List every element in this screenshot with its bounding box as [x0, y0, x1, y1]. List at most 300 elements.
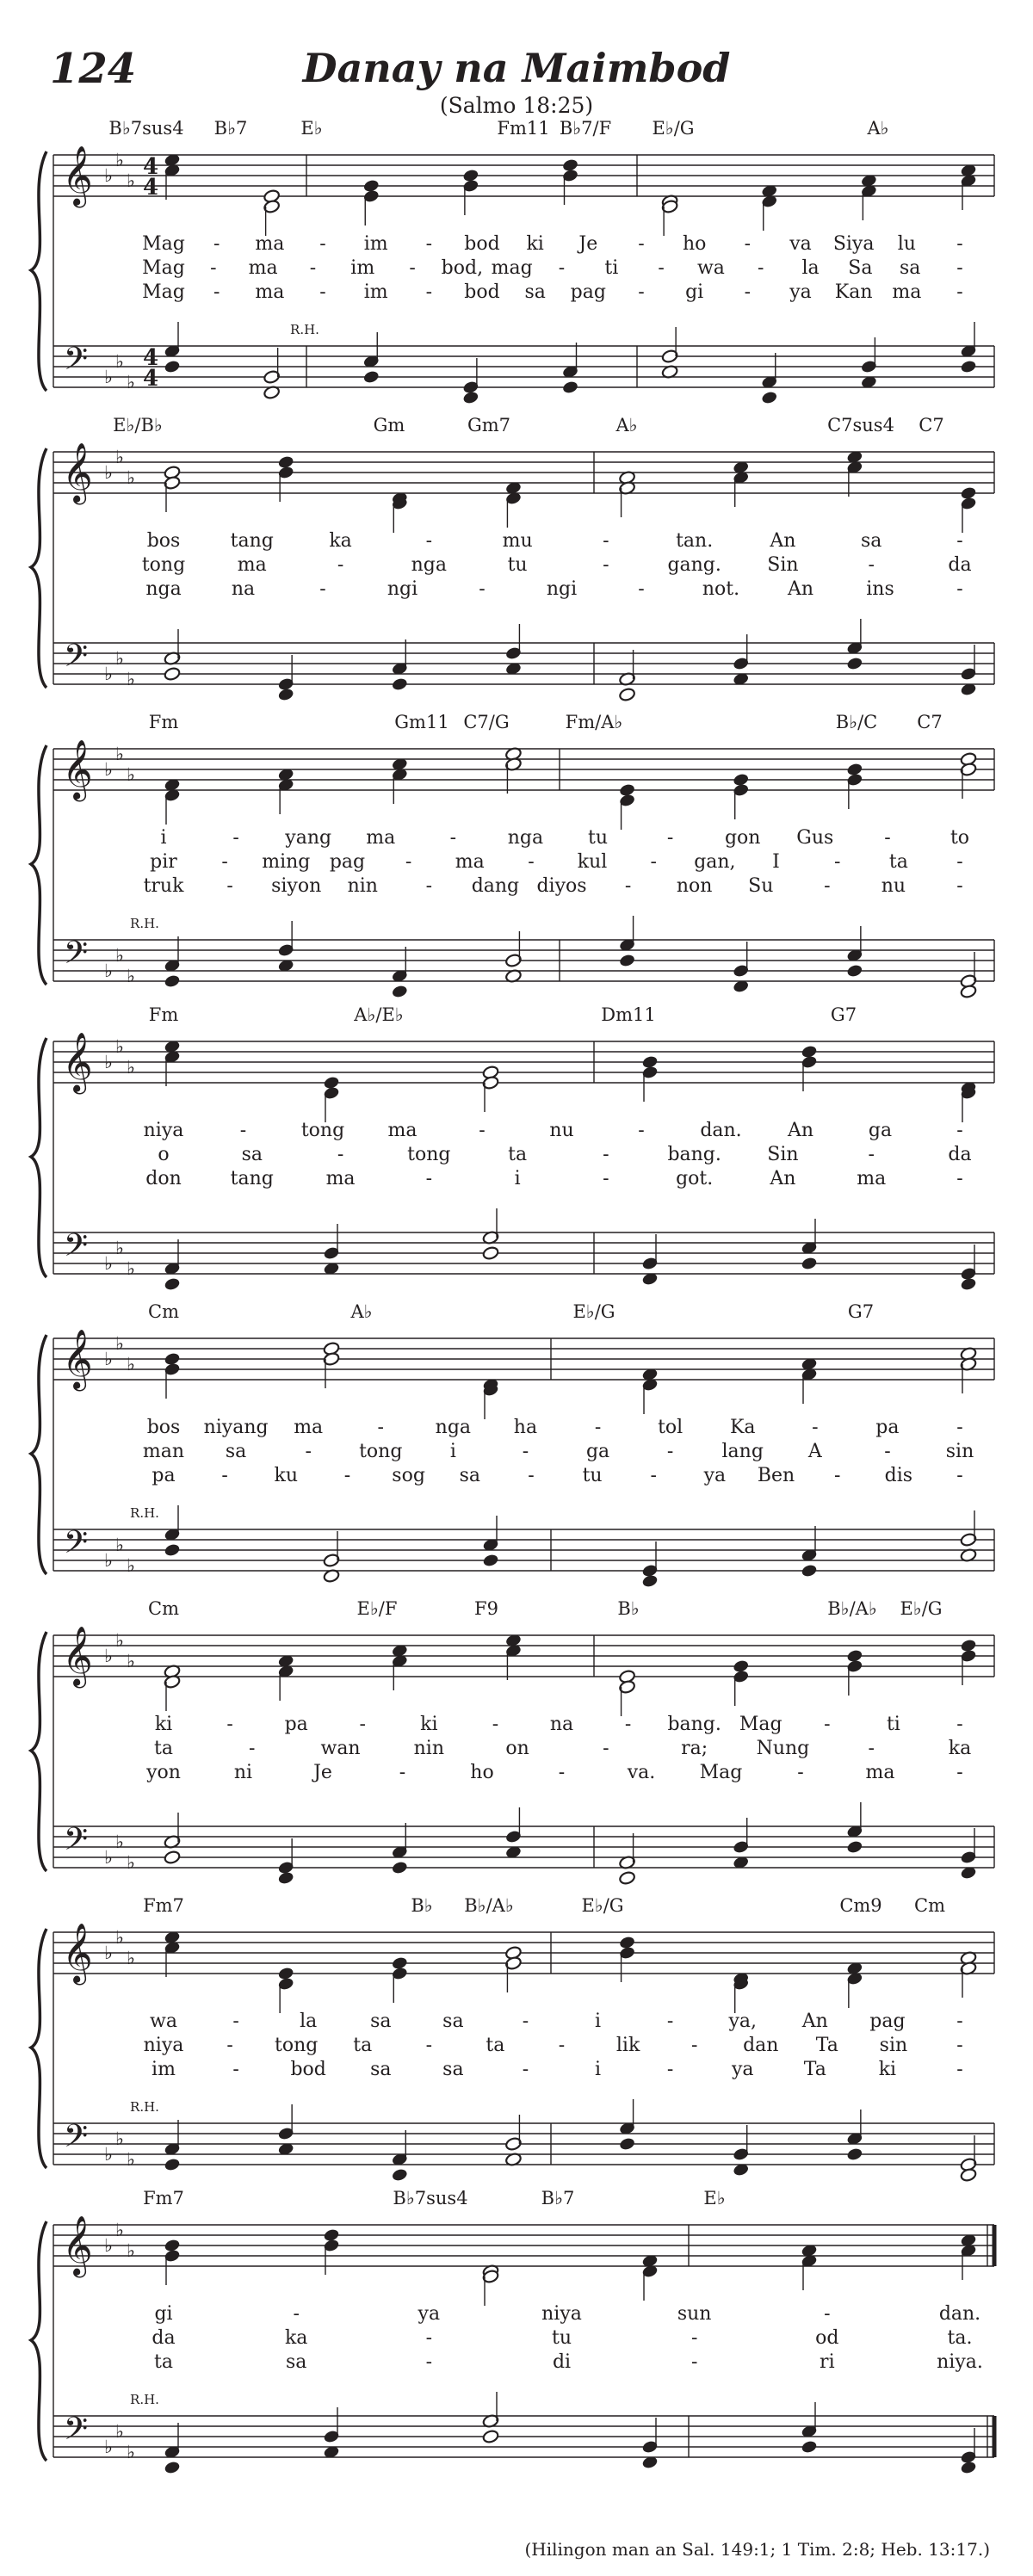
lyric-syllable: An: [787, 578, 814, 600]
key-signature-flat: ♭: [104, 2235, 113, 2256]
chord-symbol: B♭/C: [835, 712, 878, 732]
system-brace: [31, 151, 46, 391]
lyric-syllable: -: [833, 1465, 841, 1486]
lyric-syllable: tang: [230, 530, 274, 552]
lyric-syllable: -: [528, 851, 535, 873]
key-signature-flat: ♭: [115, 150, 124, 170]
note-head: [619, 2136, 636, 2151]
lyric-syllable: -: [638, 578, 645, 600]
lyric-syllable: -: [812, 1417, 819, 1438]
lyric-syllable: na: [231, 578, 256, 600]
lyric-syllable: ma: [865, 1762, 895, 1783]
chord-symbol: Cm: [148, 1301, 179, 1322]
lyric-syllable: sa: [285, 2351, 307, 2373]
chord-symbol: B♭7: [213, 118, 248, 139]
lyric-syllable: -: [399, 1762, 406, 1783]
treble-clef-icon: 𝄞: [62, 1032, 93, 1092]
lyric-syllable: pa: [152, 1465, 176, 1486]
key-signature-flat: ♭: [115, 447, 124, 467]
bass-clef-icon: 𝄢: [63, 2118, 89, 2162]
lyric-syllable: pir: [150, 851, 177, 873]
chord-symbol: A♭: [867, 118, 889, 139]
chord-symbol: E♭/F: [356, 1598, 398, 1619]
key-signature-flat: ♭: [115, 2220, 124, 2240]
key-signature-flat: ♭: [104, 1550, 113, 1571]
bass-clef-icon: 𝄢: [63, 935, 89, 979]
lyric-syllable: tu: [551, 2327, 572, 2349]
lyric-syllable: pa: [875, 1417, 900, 1438]
lyric-syllable: not.: [702, 578, 740, 600]
lyric-syllable: ma: [248, 257, 278, 279]
system-4: [31, 1004, 994, 1292]
lyric-syllable: ya: [789, 281, 812, 303]
lyric-syllable: -: [319, 578, 326, 600]
key-signature-flat: ♭: [115, 1535, 124, 1555]
lyric-syllable: ki: [878, 2059, 897, 2080]
note-head: [960, 359, 977, 374]
lyric-syllable: i: [595, 2059, 602, 2080]
lyric-syllable: ma: [294, 1417, 324, 1438]
lyric-syllable: ho: [470, 1762, 494, 1783]
lyric-syllable: od: [815, 2327, 839, 2349]
chord-symbol: Fm: [148, 712, 179, 732]
lyric-syllable: -: [956, 1120, 963, 1141]
lyric-syllable: -: [226, 2035, 233, 2056]
note-head: [164, 1542, 181, 1557]
lyric-syllable: -: [868, 1738, 875, 1759]
lyric-syllable: tong: [274, 2035, 319, 2056]
lyric-syllable: ta: [508, 1144, 528, 1165]
chord-symbol: E♭/G: [652, 118, 695, 139]
lyric-syllable: im: [350, 257, 375, 279]
lyric-syllable: Je: [313, 1762, 332, 1783]
lyric-syllable: -: [956, 2059, 963, 2080]
lyric-syllable: Sin: [767, 1144, 799, 1165]
key-signature-flat: ♭: [115, 1333, 124, 1354]
note-head: [164, 973, 181, 988]
lyric-syllable: -: [690, 2035, 698, 2056]
lyric-syllable: di: [552, 2351, 572, 2373]
lyric-syllable: ins: [866, 578, 894, 600]
note-head: [801, 1563, 818, 1578]
lyric-syllable: ka: [329, 530, 352, 552]
lyric-syllable: tong: [141, 554, 186, 576]
lyric-syllable: -: [603, 1168, 609, 1189]
lyric-syllable: Ben: [757, 1465, 795, 1486]
lyric-syllable: -: [249, 1738, 256, 1759]
lyric-syllable: Ta: [803, 2059, 826, 2080]
lyric-syllable: dan.: [938, 2303, 981, 2325]
note-head: [391, 984, 408, 998]
lyric-syllable: Je: [578, 233, 598, 255]
lyric-syllable: -: [479, 578, 486, 600]
lyric-syllable: -: [956, 2011, 963, 2032]
lyric-syllable: Siya: [832, 233, 875, 255]
lyric-syllable: -: [956, 1168, 963, 1189]
chord-symbol: B♭/A♭: [464, 1895, 514, 1916]
lyric-syllable: -: [221, 851, 228, 873]
lyric-syllable: to: [949, 827, 970, 849]
lyric-syllable: sa: [442, 2059, 464, 2080]
lyric-syllable: sa: [459, 1465, 480, 1486]
lyric-syllable: ta: [154, 1738, 173, 1759]
lyric-syllable: ki: [526, 233, 544, 255]
lyric-syllable: sa: [524, 281, 546, 303]
chord-symbol: C7sus4: [827, 415, 894, 436]
lyric-syllable: sun: [677, 2303, 712, 2325]
lyric-syllable: ki: [154, 1714, 173, 1735]
key-signature-flat: ♭: [104, 1253, 113, 1274]
key-signature-flat: ♭: [115, 648, 124, 669]
chord-symbol: Cm9: [839, 1895, 882, 1916]
lyric-syllable: gi: [685, 281, 704, 303]
lyric-syllable: -: [956, 2035, 963, 2056]
system-2: [31, 415, 994, 702]
treble-clef-icon: 𝄞: [62, 442, 93, 503]
lyric-syllable: na: [549, 1714, 574, 1735]
lyric-syllable: -: [359, 1714, 366, 1735]
lyric-syllable: i: [595, 2011, 602, 2032]
note-head: [391, 1860, 408, 1875]
lyric-syllable: -: [797, 1762, 804, 1783]
note-head: [801, 2439, 818, 2454]
chord-symbol: Fm7: [143, 2188, 184, 2208]
lyric-syllable: bod: [464, 281, 500, 303]
lyric-syllable: -: [824, 1714, 831, 1735]
lyric-syllable: ti: [604, 257, 619, 279]
system-8: [31, 2188, 994, 2475]
chord-symbol: Cm: [914, 1895, 945, 1916]
lyric-syllable: dang: [471, 875, 520, 897]
lyric-syllable: -: [492, 1714, 499, 1735]
lyric-syllable: ma: [255, 281, 285, 303]
key-signature-flat: ♭: [127, 467, 135, 488]
key-signature-flat: ♭: [115, 1832, 124, 1852]
note-head: [619, 687, 636, 701]
note-head: [846, 2147, 863, 2161]
bass-clef-icon: 𝄢: [63, 1821, 89, 1865]
lyric-syllable: wan: [320, 1738, 361, 1759]
lyric-syllable: Mag: [142, 233, 185, 255]
lyric-syllable: tu: [588, 827, 609, 849]
lyric-syllable: -: [956, 1714, 963, 1735]
note-head: [846, 963, 863, 978]
lyric-syllable: ti: [886, 1714, 900, 1735]
lyric-syllable: -: [603, 554, 609, 576]
lyric-syllable: -: [232, 2011, 239, 2032]
note-head: [391, 676, 408, 691]
key-signature-flat: ♭: [104, 165, 113, 186]
lyric-syllable: -: [558, 1762, 566, 1783]
chord-symbol: Fm11: [497, 118, 550, 139]
lyric-syllable: I: [772, 851, 780, 873]
lyric-syllable: -: [558, 257, 566, 279]
key-signature-flat: ♭: [127, 1057, 135, 1078]
lyric-syllable: -: [425, 875, 433, 897]
lyric-syllable: Gus: [796, 827, 834, 849]
note-head: [164, 2460, 181, 2474]
lyric-syllable: nin: [347, 875, 378, 897]
lyric-syllable: -: [758, 257, 764, 279]
lyric-syllable: -: [956, 875, 963, 897]
lyric-syllable: ma: [892, 281, 922, 303]
lyric-syllable: da: [152, 2327, 176, 2349]
lyric-syllable: -: [213, 233, 220, 255]
lyric-syllable: bos: [146, 1417, 181, 1438]
note-head: [801, 1256, 818, 1270]
key-signature-flat: ♭: [115, 744, 124, 764]
bass-clef-icon: 𝄢: [63, 341, 89, 385]
lyric-syllable: lik: [615, 2035, 640, 2056]
lyric-syllable: gi: [154, 2303, 173, 2325]
lyric-syllable: Su: [748, 875, 774, 897]
lyric-syllable: -: [522, 2011, 529, 2032]
lyric-syllable: ni: [233, 1762, 253, 1783]
lyric-syllable: An: [770, 1168, 796, 1189]
chord-symbol: G7: [847, 1301, 875, 1322]
lyric-syllable: ta: [888, 851, 908, 873]
chord-symbol: E♭/G: [581, 1895, 624, 1916]
bass-clef-icon: 𝄢: [63, 1227, 89, 1271]
chord-symbol: B♭7: [541, 2188, 575, 2208]
lyric-syllable: niya: [143, 2035, 184, 2056]
lyric-syllable: -: [624, 875, 632, 897]
lyric-syllable: -: [624, 1714, 632, 1735]
time-signature: 4: [142, 366, 159, 392]
key-signature-flat: ♭: [127, 2149, 135, 2170]
lyric-syllable: bos: [146, 530, 181, 552]
chord-symbol: A♭: [615, 415, 638, 436]
footnote: (Hilingon man an Sal. 149:1; 1 Tim. 2:8; Heb. 13:17.): [524, 2539, 990, 2560]
note-head: [846, 656, 863, 670]
chord-symbol: E♭: [703, 2188, 726, 2208]
chord-symbol: A♭/E♭: [354, 1004, 404, 1025]
chord-symbol: A♭: [350, 1301, 373, 1322]
note-head: [277, 687, 294, 701]
lyric-syllable: -: [956, 1465, 963, 1486]
lyric-syllable: sa: [370, 2011, 392, 2032]
key-signature-flat: ♭: [115, 1630, 124, 1651]
system-brace: [31, 1335, 46, 1574]
lyric-syllable: sa: [861, 530, 882, 552]
chord-symbol: B♭: [411, 1895, 433, 1916]
lyric-syllable: -: [425, 233, 433, 255]
chord-symbol: Dm11: [601, 1004, 656, 1025]
lyric-syllable: nu: [549, 1120, 574, 1141]
lyric-syllable: -: [744, 281, 752, 303]
chord-symbol: B♭: [617, 1598, 640, 1619]
lyric-syllable: -: [744, 233, 752, 255]
system-6: [31, 1598, 994, 1886]
lyric-syllable: -: [425, 2035, 433, 2056]
lyric-syllable: ri: [820, 2351, 835, 2373]
lyric-syllable: bod: [464, 233, 500, 255]
lyric-syllable: -: [956, 1417, 963, 1438]
lyric-syllable: ma: [325, 1168, 356, 1189]
lyric-syllable: niya: [541, 2303, 582, 2325]
lyric-syllable: ga: [585, 1441, 610, 1462]
chord-symbol: Fm: [148, 1004, 179, 1025]
note-head: [277, 1870, 294, 1885]
lyric-syllable: -: [603, 1144, 609, 1165]
treble-clef-icon: 𝄞: [62, 2215, 93, 2276]
lyric-syllable: va.: [627, 1762, 656, 1783]
lyric-syllable: -: [884, 827, 891, 849]
lyric-syllable: Nung: [756, 1738, 810, 1759]
lyric-syllable: -: [337, 1144, 344, 1165]
lyric-syllable: ma: [857, 1168, 887, 1189]
key-signature-flat: ♭: [104, 664, 113, 684]
lyric-syllable: wa: [696, 257, 725, 279]
lyric-syllable: ku: [274, 1465, 299, 1486]
lyric-syllable: bod,: [441, 257, 484, 279]
key-signature-flat: ♭: [115, 945, 124, 966]
lyric-syllable: pag: [570, 281, 606, 303]
right-hand-label: R.H.: [130, 2099, 159, 2115]
bass-clef-icon: 𝄢: [63, 2411, 89, 2455]
system-3: [31, 712, 994, 999]
lyric-syllable: mu: [502, 530, 533, 552]
lyric-syllable: dan.: [700, 1120, 742, 1141]
lyric-syllable: i: [514, 1168, 521, 1189]
note-head: [641, 1573, 659, 1588]
note-head: [362, 369, 380, 384]
lyric-syllable: ha: [513, 1417, 538, 1438]
lyric-syllable: gon: [724, 827, 761, 849]
key-signature-flat: ♭: [127, 372, 135, 392]
lyric-syllable: -: [309, 257, 317, 279]
lyric-syllable: tol: [658, 1417, 684, 1438]
note-head: [846, 1839, 863, 1854]
lyric-syllable: -: [690, 2327, 698, 2349]
treble-clef-icon: 𝄞: [62, 739, 93, 800]
lyric-syllable: ta.: [947, 2327, 973, 2349]
lyric-syllable: An: [787, 1120, 814, 1141]
lyric-syllable: ya: [418, 2303, 441, 2325]
lyric-syllable: sog: [392, 1465, 425, 1486]
note-head: [391, 2167, 408, 2182]
song-number: 124: [50, 45, 137, 93]
lyric-syllable: -: [690, 2351, 698, 2373]
lyric-syllable: ra;: [681, 1738, 708, 1759]
key-signature-flat: ♭: [115, 1927, 124, 1948]
lyric-syllable: nga: [507, 827, 544, 849]
lyric-syllable: o: [158, 1144, 170, 1165]
system-brace: [31, 448, 46, 688]
lyric-syllable: yang: [285, 827, 332, 849]
key-signature-flat: ♭: [104, 961, 113, 981]
lyric-syllable: -: [824, 2303, 831, 2325]
lyric-syllable: ta: [154, 2351, 173, 2373]
key-signature-flat: ♭: [127, 170, 135, 191]
lyric-syllable: -: [956, 233, 963, 255]
key-signature-flat: ♭: [127, 1852, 135, 1873]
lyric-syllable: ga: [868, 1120, 893, 1141]
lyric-syllable: A: [807, 1441, 822, 1462]
lyric-syllable: mag: [491, 257, 533, 279]
chord-symbol: E♭/G: [572, 1301, 615, 1322]
key-signature-flat: ♭: [104, 1943, 113, 1963]
lyric-syllable: Mag: [142, 281, 185, 303]
lyric-syllable: ma: [455, 851, 485, 873]
key-signature-flat: ♭: [127, 1555, 135, 1576]
note-head: [482, 1245, 499, 1260]
lyric-syllable: im: [363, 233, 388, 255]
note-head: [164, 1850, 181, 1864]
lyric-syllable: dis: [884, 1465, 913, 1486]
lyric-syllable: tong: [359, 1441, 403, 1462]
lyric-syllable: sin: [879, 2035, 908, 2056]
time-signature: 4: [142, 345, 159, 371]
lyric-syllable: nga: [435, 1417, 472, 1438]
lyric-syllable: Sa: [848, 257, 873, 279]
chord-symbol: B♭7/F: [559, 118, 612, 139]
lyric-syllable: -: [337, 554, 344, 576]
note-head: [960, 1276, 977, 1291]
key-signature-flat: ♭: [115, 351, 124, 372]
lyric-syllable: -: [232, 827, 239, 849]
lyric-syllable: -: [956, 281, 963, 303]
lyric-syllable: ngi: [387, 578, 418, 600]
chord-symbol: G7: [830, 1004, 857, 1025]
chord-symbol: Gm11: [394, 712, 449, 732]
lyric-syllable: nga: [145, 578, 182, 600]
lyric-syllable: -: [603, 1738, 609, 1759]
lyric-syllable: bang.: [667, 1144, 721, 1165]
lyric-syllable: -: [213, 281, 220, 303]
lyric-syllable: nu: [881, 875, 906, 897]
system-brace: [31, 1929, 46, 2168]
lyric-syllable: -: [226, 1714, 233, 1735]
lyric-syllable: ma: [366, 827, 396, 849]
key-signature-flat: ♭: [127, 2240, 135, 2261]
lyric-syllable: ngi: [546, 578, 578, 600]
lyric-syllable: An: [770, 530, 796, 552]
lyric-syllable: diyos: [536, 875, 587, 897]
lyric-syllable: -: [558, 2035, 566, 2056]
lyric-syllable: -: [666, 827, 674, 849]
chord-symbol: B♭7sus4: [393, 2188, 468, 2208]
lyric-syllable: tu: [507, 554, 528, 576]
lyric-syllable: ma: [255, 233, 285, 255]
lyric-syllable: -: [638, 233, 645, 255]
chord-symbol: E♭/G: [900, 1598, 943, 1619]
note-head: [164, 359, 181, 374]
lyric-syllable: gan,: [694, 851, 736, 873]
lyric-syllable: -: [479, 1120, 486, 1141]
chord-symbol: E♭: [300, 118, 323, 139]
lyric-syllable: -: [425, 2327, 433, 2349]
note-head: [960, 2167, 977, 2182]
lyric-syllable: i: [160, 827, 167, 849]
chord-symbol: B♭7sus4: [108, 118, 184, 139]
key-signature-flat: ♭: [127, 966, 135, 986]
lyric-syllable: -: [377, 1417, 384, 1438]
lyric-syllable: va: [789, 233, 812, 255]
key-signature-flat: ♭: [104, 1847, 113, 1868]
lyric-syllable: da: [948, 1144, 972, 1165]
key-signature-flat: ♭: [115, 1036, 124, 1057]
lyric-syllable: lu: [897, 233, 916, 255]
time-signature: 4: [142, 175, 159, 201]
lyric-syllable: ta: [486, 2035, 505, 2056]
chord-symbol: E♭/B♭: [113, 415, 163, 436]
lyric-syllable: bang.: [667, 1714, 721, 1735]
key-signature-flat: ♭: [104, 1052, 113, 1072]
lyric-syllable: ho: [682, 233, 707, 255]
lyric-syllable: -: [522, 2059, 529, 2080]
lyric-syllable: -: [833, 851, 841, 873]
